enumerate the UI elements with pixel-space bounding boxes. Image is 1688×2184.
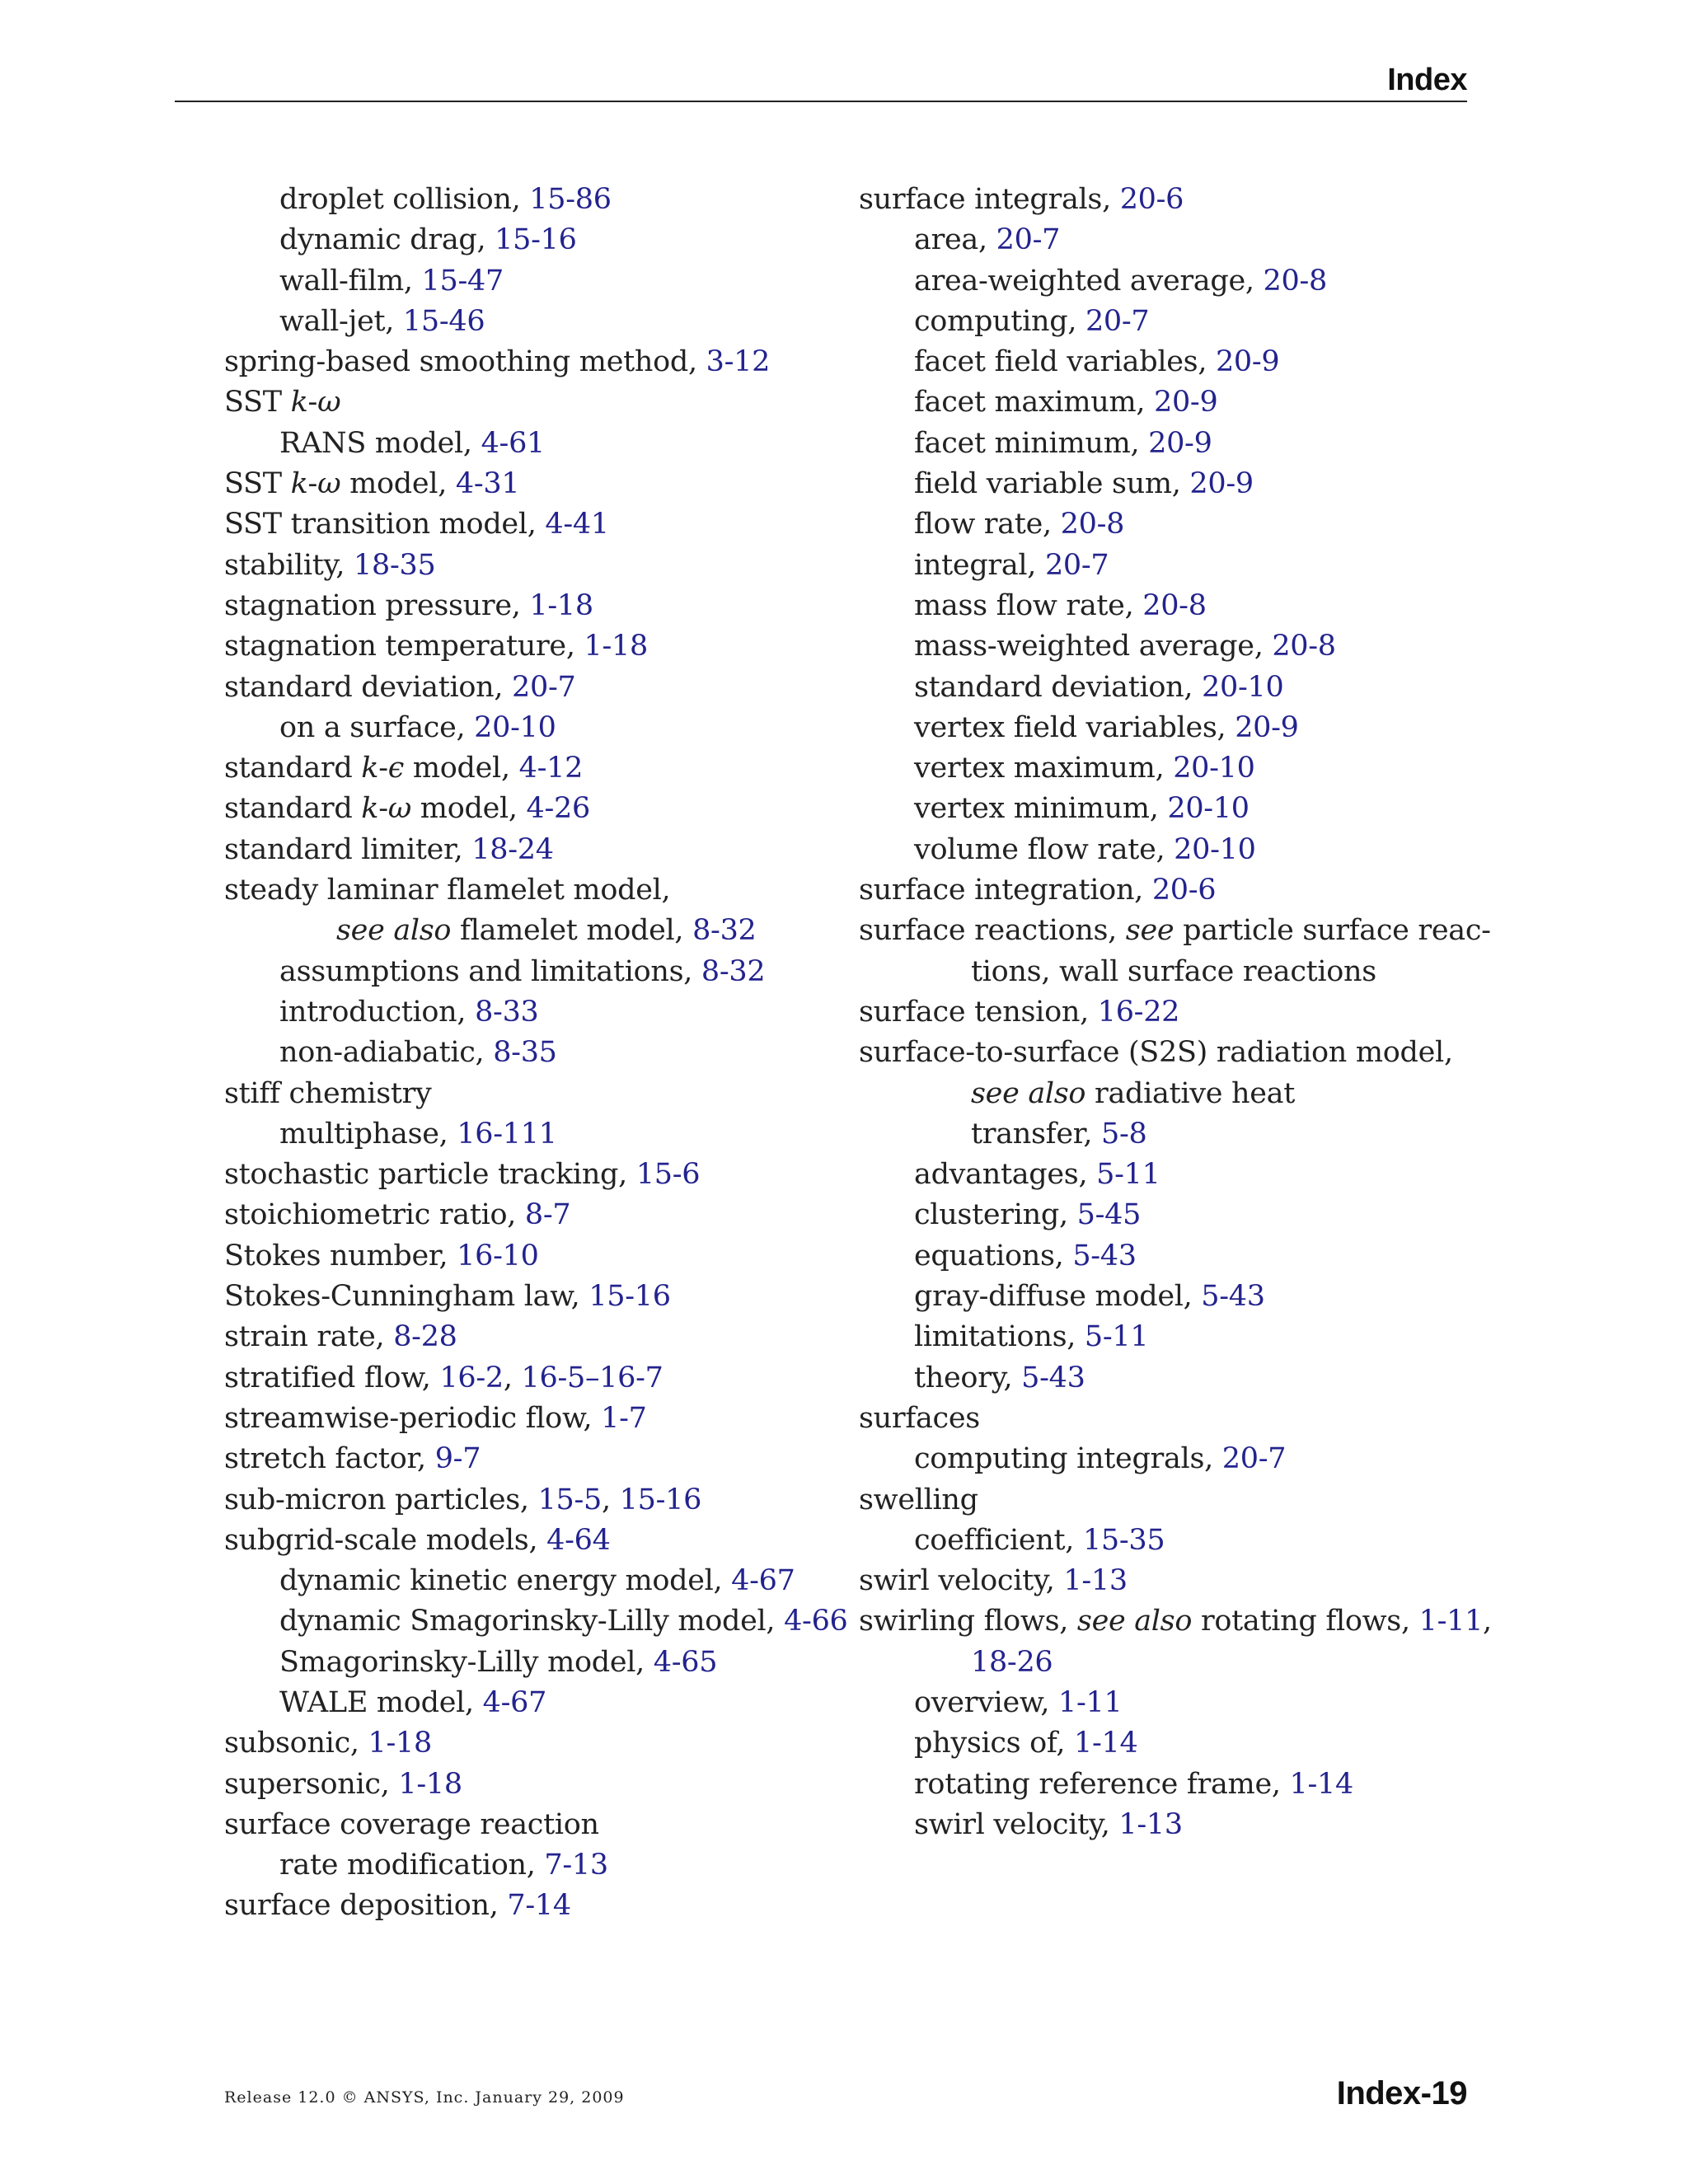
- index-term: facet field variables,: [914, 345, 1216, 379]
- index-term: stagnation temperature,: [224, 630, 584, 663]
- index-term: ,: [1483, 1605, 1492, 1638]
- page-reference-link[interactable]: 7-13: [544, 1849, 608, 1882]
- page-reference-link[interactable]: 5-8: [1100, 1117, 1147, 1151]
- index-term: ,: [602, 1483, 620, 1516]
- page-reference-link[interactable]: 20-8: [1060, 508, 1125, 541]
- index-term: dynamic drag,: [279, 223, 495, 257]
- index-term: mass-weighted average,: [914, 630, 1273, 663]
- page-reference-link[interactable]: 5-43: [1201, 1280, 1265, 1314]
- index-term: rotating reference frame,: [914, 1767, 1290, 1801]
- index-term: rate modification,: [279, 1849, 545, 1882]
- index-term: vertex field variables,: [914, 710, 1236, 744]
- page-reference-link[interactable]: 1-13: [1118, 1807, 1183, 1841]
- page-reference-link[interactable]: 8-33: [475, 995, 539, 1029]
- page-reference-link[interactable]: 5-11: [1096, 1158, 1160, 1192]
- index-term: clustering,: [914, 1198, 1077, 1232]
- index-subentry: [224, 220, 834, 260]
- index-term: surface deposition,: [224, 1889, 508, 1923]
- index-term: multiphase,: [279, 1117, 457, 1151]
- italic-term: see: [1125, 914, 1175, 948]
- italic-term: k: [290, 386, 308, 419]
- index-subentry: [859, 1683, 1467, 1723]
- index-subentry: [859, 424, 1467, 464]
- index-term: surfaces: [859, 1401, 980, 1435]
- index-entry: [224, 586, 834, 626]
- index-subentry: [859, 1277, 1467, 1317]
- index-subentry: [859, 789, 1467, 829]
- index-entry: [224, 1236, 834, 1277]
- index-entry: [224, 626, 834, 667]
- index-subentry: [859, 302, 1467, 342]
- footer-page-label: Index-19: [1336, 2075, 1467, 2111]
- index-entry: [224, 1317, 834, 1357]
- index-term: radiative heat: [1085, 1076, 1295, 1110]
- index-term: stability,: [224, 548, 354, 582]
- page-reference-link[interactable]: 20-6: [1151, 874, 1217, 907]
- index-entry: [224, 1195, 834, 1235]
- index-entry: [224, 342, 834, 382]
- index-term: standard limiter,: [224, 832, 472, 866]
- italic-term: k: [361, 792, 379, 826]
- page-reference-link[interactable]: 5-45: [1076, 1198, 1142, 1232]
- page-reference-link[interactable]: 15-5: [537, 1483, 603, 1516]
- index-subentry: [224, 1601, 848, 1642]
- index-subentry: [224, 1845, 834, 1886]
- index-entry: [859, 992, 1467, 1033]
- index-term: transfer,: [971, 1117, 1101, 1151]
- index-subentry: [859, 382, 1467, 423]
- page-reference-link[interactable]: 20-9: [1189, 467, 1254, 501]
- index-entry: [224, 504, 834, 545]
- header-rule: [175, 101, 1467, 102]
- page-reference-link[interactable]: 4-61: [481, 426, 546, 460]
- index-term: standard: [224, 792, 362, 826]
- index-term: equations,: [914, 1239, 1073, 1272]
- index-entry: [224, 1074, 834, 1114]
- index-term: non-adiabatic,: [279, 1036, 494, 1070]
- page-reference-link[interactable]: 4-26: [526, 792, 590, 826]
- index-subentry: [859, 668, 1467, 708]
- index-term: model,: [404, 752, 519, 785]
- index-entry: [224, 830, 834, 870]
- page-reference-link[interactable]: 20-8: [1263, 264, 1327, 298]
- index-subentry: [859, 1317, 1467, 1357]
- italic-term: see also: [336, 914, 452, 948]
- page-reference-link[interactable]: 16-10: [457, 1239, 539, 1272]
- index-continuation: [859, 952, 1467, 992]
- page-reference-link[interactable]: 16-2: [439, 1361, 504, 1394]
- page-reference-link[interactable]: 16-22: [1097, 995, 1180, 1029]
- page-reference-link[interactable]: 4-67: [482, 1685, 547, 1719]
- page-reference-link[interactable]: 16-111: [457, 1117, 557, 1151]
- index-term: wall-film,: [279, 264, 422, 298]
- italic-term: k: [290, 467, 308, 501]
- index-subentry: [224, 302, 834, 342]
- page-reference-link[interactable]: 15-16: [588, 1280, 671, 1314]
- index-term: dynamic kinetic energy model,: [279, 1564, 732, 1598]
- page-reference-link[interactable]: 5-11: [1084, 1320, 1149, 1354]
- index-subentry: [224, 992, 834, 1033]
- index-entry: [224, 1886, 834, 1926]
- index-term: facet minimum,: [914, 426, 1149, 460]
- index-term: area-weighted average,: [914, 264, 1264, 298]
- index-term: SST: [224, 386, 291, 419]
- index-subentry: [224, 708, 834, 748]
- page-reference-link[interactable]: 1-11: [1418, 1605, 1484, 1638]
- page-reference-link[interactable]: 4-67: [731, 1564, 795, 1598]
- index-term: field variable sum,: [914, 467, 1190, 501]
- index-entry: [224, 1521, 834, 1561]
- index-term: stoichiometric ratio,: [224, 1198, 525, 1232]
- page-reference-link[interactable]: 15-86: [529, 183, 612, 216]
- page-reference-link[interactable]: 1-18: [368, 1727, 432, 1760]
- page-reference-link[interactable]: 1-11: [1058, 1685, 1123, 1719]
- index-term: model,: [340, 467, 456, 501]
- page-reference-link[interactable]: 20-7: [1085, 304, 1150, 338]
- index-term: surface integration,: [859, 874, 1152, 907]
- index-subentry: [859, 1723, 1467, 1764]
- index-term: supersonic,: [224, 1767, 399, 1801]
- index-subentry: [859, 504, 1467, 545]
- page-reference-link[interactable]: 15-16: [495, 223, 577, 257]
- index-subentry: [224, 1683, 834, 1723]
- index-term: -: [307, 467, 318, 501]
- index-entry: [224, 1277, 834, 1317]
- index-entry: [859, 1561, 1467, 1601]
- index-subentry: [859, 261, 1467, 302]
- index-subentry: [224, 1643, 834, 1683]
- index-term: surface reactions,: [859, 914, 1126, 948]
- italic-term: ω: [317, 467, 341, 501]
- page-reference-link[interactable]: 20-10: [1202, 670, 1284, 704]
- index-term: swirl velocity,: [914, 1807, 1119, 1841]
- index-term: standard deviation,: [914, 670, 1203, 704]
- index-term: -: [307, 386, 318, 419]
- index-entry: [224, 870, 834, 911]
- index-subentry: [859, 546, 1467, 586]
- index-term: stratified flow,: [224, 1361, 440, 1394]
- index-entry: [224, 1805, 834, 1845]
- index-term: particle surface reac-: [1174, 914, 1491, 948]
- page-reference-link[interactable]: 1-18: [584, 630, 648, 663]
- page-reference-link[interactable]: 20-7: [1221, 1442, 1287, 1476]
- index-term: facet maximum,: [914, 386, 1154, 419]
- page-reference-link[interactable]: 5-43: [1021, 1361, 1085, 1394]
- page-reference-link[interactable]: 4-65: [653, 1645, 718, 1679]
- index-term: integral,: [914, 548, 1045, 582]
- page-reference-link[interactable]: 20-9: [1153, 386, 1218, 419]
- page-reference-link[interactable]: 20-10: [474, 710, 556, 744]
- page-header-title: Index: [1387, 63, 1467, 97]
- index-term: sub-micron particles,: [224, 1483, 538, 1516]
- index-term: gray-diffuse model,: [914, 1280, 1202, 1314]
- page-reference-link[interactable]: 15-6: [635, 1158, 701, 1192]
- index-term: SST transition model,: [224, 508, 546, 541]
- page-reference-link[interactable]: 5-43: [1072, 1239, 1137, 1272]
- index-term: rotating flows,: [1192, 1605, 1419, 1638]
- page-reference-link[interactable]: 1-18: [529, 588, 593, 622]
- index-term: vertex minimum,: [914, 792, 1168, 826]
- italic-term: ϵ: [387, 752, 405, 785]
- italic-term: k: [361, 752, 379, 785]
- index-entry: [859, 1480, 1467, 1521]
- page-reference-link[interactable]: 20-6: [1119, 183, 1184, 216]
- index-term: Stokes-Cunningham law,: [224, 1280, 589, 1314]
- index-term: on a surface,: [279, 710, 475, 744]
- index-entry: [859, 911, 1491, 951]
- page-reference-link[interactable]: 20-7: [512, 670, 576, 704]
- index-subentry: [859, 342, 1467, 382]
- index-subentry: [859, 626, 1467, 667]
- index-term: SST: [224, 467, 291, 501]
- index-subentry: [859, 1358, 1467, 1399]
- page-reference-link[interactable]: 4-41: [545, 508, 609, 541]
- index-term: stagnation pressure,: [224, 588, 530, 622]
- index-column-left: [224, 180, 848, 1927]
- page-reference-link[interactable]: 3-12: [706, 345, 771, 379]
- page-reference-link[interactable]: 20-9: [1148, 426, 1212, 460]
- page-reference-link[interactable]: 20-9: [1235, 710, 1299, 744]
- index-term: standard deviation,: [224, 670, 513, 704]
- index-term: physics of,: [914, 1727, 1074, 1760]
- index-term: ,: [503, 1361, 522, 1394]
- index-term: strain rate,: [224, 1320, 394, 1354]
- index-term: -: [378, 792, 388, 826]
- page-reference-link[interactable]: 20-7: [1044, 548, 1109, 582]
- index-entry: [859, 1033, 1467, 1073]
- index-entry: [224, 1155, 834, 1195]
- page-reference-link[interactable]: 1-14: [1074, 1727, 1138, 1760]
- index-term: wall-jet,: [279, 304, 403, 338]
- index-term: surface coverage reaction: [224, 1807, 599, 1841]
- index-entry: [224, 1723, 834, 1764]
- index-term: stochastic particle tracking,: [224, 1158, 636, 1192]
- index-subentry: [224, 1114, 834, 1155]
- index-term: steady laminar flamelet model,: [224, 874, 671, 907]
- index-entry: [224, 748, 834, 789]
- index-entry: [859, 1399, 1467, 1439]
- page-reference-link[interactable]: 18-35: [354, 548, 436, 582]
- index-entry: [224, 789, 834, 829]
- italic-term: see also: [971, 1076, 1086, 1110]
- index-term: assumptions and limitations,: [279, 954, 701, 988]
- page-reference-link[interactable]: 16-5–16-7: [521, 1361, 663, 1394]
- index-entry: [224, 1399, 834, 1439]
- page-reference-link[interactable]: 8-28: [393, 1320, 457, 1354]
- index-term: model,: [410, 792, 527, 826]
- page-reference-link[interactable]: 8-32: [701, 954, 766, 988]
- page-reference-link[interactable]: 20-10: [1167, 792, 1250, 826]
- page-reference-link[interactable]: 20-8: [1272, 630, 1336, 663]
- page-reference-link[interactable]: 20-10: [1173, 752, 1255, 785]
- index-term: swelling: [859, 1483, 978, 1516]
- index-subentry: [859, 1439, 1467, 1479]
- index-subentry: [859, 1195, 1467, 1235]
- index-term: RANS model,: [279, 426, 481, 460]
- page-reference-link[interactable]: 15-47: [421, 264, 504, 298]
- index-term: swirling flows,: [859, 1605, 1077, 1638]
- index-continuation: [859, 1114, 1467, 1155]
- index-subentry: [859, 1521, 1467, 1561]
- page-reference-link[interactable]: 1-7: [601, 1401, 647, 1435]
- index-term: -: [378, 752, 388, 785]
- page-reference-link[interactable]: 8-32: [692, 914, 757, 948]
- index-continuation: [859, 1074, 1467, 1114]
- index-entry: [859, 870, 1467, 911]
- index-entry: [224, 464, 834, 504]
- index-subentry: [859, 830, 1467, 870]
- index-term: volume flow rate,: [914, 832, 1175, 866]
- index-entry: [224, 1439, 834, 1479]
- page-reference-link[interactable]: 1-13: [1063, 1564, 1128, 1598]
- index-term: Smagorinsky-Lilly model,: [279, 1645, 654, 1679]
- index-subentry: [859, 1765, 1467, 1805]
- page-reference-link[interactable]: 1-14: [1289, 1767, 1353, 1801]
- index-subentry: [859, 748, 1467, 789]
- index-term: spring-based smoothing method,: [224, 345, 706, 379]
- index-term: introduction,: [279, 995, 476, 1029]
- page-reference-link[interactable]: 18-26: [971, 1645, 1053, 1679]
- page-reference-link[interactable]: 20-9: [1215, 345, 1280, 379]
- page-reference-link[interactable]: 4-64: [546, 1523, 611, 1557]
- index-term: streamwise-periodic flow,: [224, 1401, 602, 1435]
- index-subentry: [224, 1033, 834, 1073]
- index-term: coefficient,: [914, 1523, 1083, 1557]
- index-term: overview,: [914, 1685, 1059, 1719]
- index-term: flamelet model,: [451, 914, 693, 948]
- index-subentry: [859, 220, 1467, 260]
- index-continuation: [859, 1643, 1467, 1683]
- index-entry: [224, 668, 834, 708]
- index-term: stretch factor,: [224, 1442, 435, 1476]
- index-subentry: [224, 261, 834, 302]
- index-term: subsonic,: [224, 1727, 368, 1760]
- page-reference-link[interactable]: 15-46: [402, 304, 485, 338]
- index-subentry: [859, 586, 1467, 626]
- index-subentry: [224, 952, 834, 992]
- index-term: mass flow rate,: [914, 588, 1143, 622]
- page-reference-link[interactable]: 20-10: [1174, 832, 1256, 866]
- italic-term: ω: [317, 386, 341, 419]
- page-reference-link[interactable]: 15-16: [619, 1483, 702, 1516]
- index-term: surface tension,: [859, 995, 1098, 1029]
- index-entry: [224, 1480, 834, 1521]
- index-term: limitations,: [914, 1320, 1085, 1354]
- index-term: theory,: [914, 1361, 1022, 1394]
- index-term: flow rate,: [914, 508, 1061, 541]
- page-reference-link[interactable]: 18-24: [471, 832, 554, 866]
- index-subentry: [859, 708, 1467, 748]
- index-term: stiff chemistry: [224, 1076, 432, 1110]
- index-subentry: [859, 1805, 1467, 1845]
- index-subentry: [859, 464, 1467, 504]
- index-entry: [224, 382, 834, 423]
- index-entry: [859, 180, 1467, 220]
- index-term: swirl velocity,: [859, 1564, 1064, 1598]
- index-term: standard: [224, 752, 362, 785]
- page-reference-link[interactable]: 8-7: [524, 1198, 571, 1232]
- page-reference-link[interactable]: 15-35: [1082, 1523, 1165, 1557]
- index-term: WALE model,: [279, 1685, 483, 1719]
- index-entry: [224, 1765, 834, 1805]
- footer-release-note: Release 12.0 © ANSYS, Inc. January 29, 2009: [224, 2088, 625, 2107]
- page-reference-link[interactable]: 20-8: [1142, 588, 1207, 622]
- index-column-right: [859, 180, 1492, 1845]
- index-term: computing integrals,: [914, 1442, 1222, 1476]
- page-reference-link[interactable]: 4-66: [784, 1605, 848, 1638]
- italic-term: see also: [1076, 1605, 1193, 1638]
- index-term: subgrid-scale models,: [224, 1523, 547, 1557]
- index-subentry: [224, 180, 834, 220]
- index-term: droplet collision,: [279, 183, 530, 216]
- index-term: dynamic Smagorinsky-Lilly model,: [279, 1605, 785, 1638]
- index-term: tions, wall surface reactions: [971, 954, 1376, 988]
- page-reference-link[interactable]: 4-12: [518, 752, 584, 785]
- page-reference-link[interactable]: 20-7: [996, 223, 1061, 257]
- index-term: surface integrals,: [859, 183, 1120, 216]
- index-entry: [859, 1601, 1492, 1642]
- index-term: surface-to-surface (S2S) radiation model,: [859, 1036, 1453, 1070]
- page-reference-link[interactable]: 7-14: [507, 1889, 571, 1923]
- page-reference-link[interactable]: 8-35: [493, 1036, 557, 1070]
- index-term: area,: [914, 223, 996, 257]
- index-term: vertex maximum,: [914, 752, 1174, 785]
- index-term: advantages,: [914, 1158, 1097, 1192]
- index-entry: [224, 1358, 834, 1399]
- index-subentry: [224, 424, 834, 464]
- italic-term: ω: [387, 792, 411, 826]
- index-term: computing,: [914, 304, 1085, 338]
- page-reference-link[interactable]: 1-18: [398, 1767, 462, 1801]
- index-entry: [224, 546, 834, 586]
- index-continuation: [224, 911, 834, 951]
- index-subentry: [859, 1155, 1467, 1195]
- index-subentry: [859, 1236, 1467, 1277]
- page-reference-link[interactable]: 4-31: [455, 467, 520, 501]
- index-term: Stokes number,: [224, 1239, 457, 1272]
- index-subentry: [224, 1561, 834, 1601]
- page-reference-link[interactable]: 9-7: [434, 1442, 481, 1476]
